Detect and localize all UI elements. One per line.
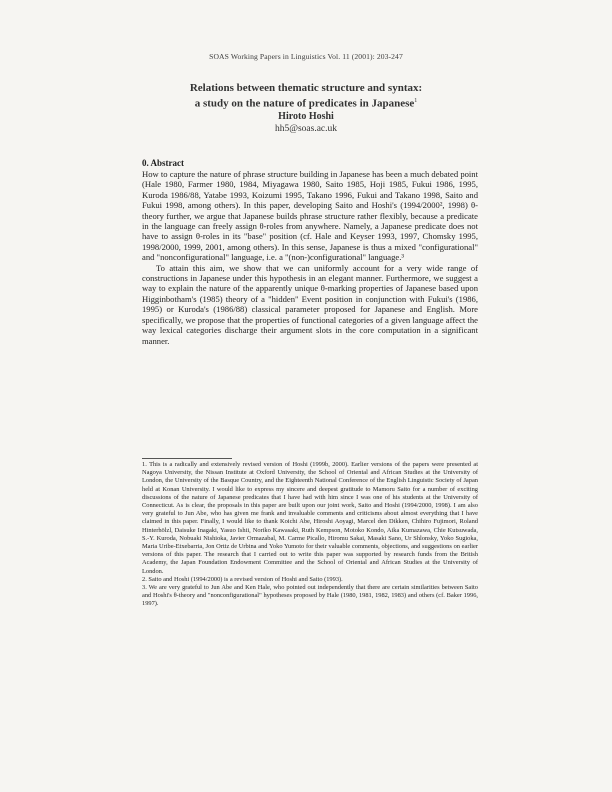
footnote-divider: [142, 458, 232, 459]
footnote-2: 2. Saito and Hoshi (1994/2000) is a revised version of Hoshi and Saito (1993).: [142, 575, 343, 583]
footnote-3: 3. We are very grateful to Jun Abe and Ken Hale, who pointed out independently that there are certain similarities between Saito and Hoshi's θ-theory and "nonconfigurational" hypotheses proposed by Hale (1980, 1981, 1982, 1983) and others (cf. Baker 1996, 1997).: [142, 584, 478, 608]
title-line-1-text: Relations between thematic structure and syntax:: [189, 82, 423, 94]
title-line-2: [0, 95, 612, 111]
abstract-section: [142, 158, 478, 346]
footnotes-section: [142, 461, 478, 609]
abstract-heading: 0. Abstract: [142, 158, 184, 168]
footnote-1: 1. This is a radically and extensively revised version of Hoshi (1999b, 2000). Earlier versions of the papers were presented at Nagoya University, the Nissan Institute at Oxford University, the School of Oriental and African Studies at the University of London, the University of the Basque Country, and the Eighteenth National Conference of the English Linguistic Society of Japan held at Konan University. I would like to express my sincere and deepest gratitude to Mamoru Saito for a number of exciting discussions of the nature of Japanese predicates that I have had with him since I was one of his students at the University of Connecticut. As is clear, the proposals in this paper are built upon our joint work, Saito and Hoshi (1994/2000, 1998). I am also very grateful to Jun Abe, who has given me frank and invaluable comments and criticisms about almost everything that I have claimed in this paper. Finally, I would like to thank Koichi Abe, Hiroshi Aoyagi, Marcel den Dikken, Chihiro Fujimori, Roland Hinterhölzl, Daisuke Inagaki, Yasuo Ishii, Noriko Kawasaki, Ruth Kempson, Motoko Kondo, Aika Kumazawa, Chie Kutsuwada, S.-Y. Kuroda, Nobuaki Nishioka, Javier Ormazabal, M. Carme Picallo, Hiromu Sakai, Masaki Sano, Ur Shlonsky, Yoko Sugioka, Maria Uribe-Etxebarria, Jon Ortiz de Urbina and Yoko Yumoto for their valuable comments, objections, and suggestions on earlier versions of this paper. The research that I carried out to write this paper was supported by research funds from the British Academy, the Japan Foundation Endowment Committee and the School of Oriental and African Studies at the University of London.: [142, 461, 478, 575]
author-name: Hiroto Hoshi: [278, 110, 334, 122]
abstract-paragraph-2: To attain this aim, we show that we can uniformly account for a very wide range of constructions in Japanese under this hypothesis in an elegant manner. Furthermore, we suggest a way to explain the nature of the apparently unique θ-marking properties of Japanese based upon Higginbotham's (1985) theory of a "hidden" Event position in conjunction with Fukui's (1986, 1995) or Kuroda's (1986/88) classical parameter proposed for Japanese and English. More specifically, we propose that the properties of functional categories of a given language affect the way lexical categories discharge their argument slots in the core computation in a significant manner.: [142, 262, 478, 346]
title-line-2-text: a study on the nature of predicates in Japanese: [194, 97, 415, 110]
abstract-paragraph-1: How to capture the nature of phrase structure building in Japanese has been a much debated point (Hale 1980, Farmer 1980, 1984, Miyagawa 1980, Saito 1985, Hoji 1985, Fukui 1986, 1995, Kuroda 1986/88, Yatabe 1993, Koizumi 1995, Takano 1996, Fukui and Takano 1998, Saito and Fukui 1998, among others). In this paper, developing Saito and Hoshi's (1994/2000², 1998) θ-theory further, we argue that Japanese builds phrase structure rather flexibly, because a predicate in the language can freely assign θ-roles from anywhere. Namely, a Japanese predicate does not have to assign θ-roles in its "base" position (cf. Hale and Keyser 1993, 1997, Chomsky 1995, 1998/2000, 1999, 2001, among others). In this sense, Japanese is thus a mixed "configurational" and "nonconfigurational" language, i.e. a "(non-)configurational" language.³: [142, 169, 478, 263]
title-line-1: [0, 82, 612, 95]
author-email[interactable]: hh5@soas.ac.uk: [274, 123, 338, 134]
title-footnote-marker[interactable]: 1: [414, 98, 418, 104]
running-head: SOAS Working Papers in Linguistics Vol. 11 (2001): 203-247: [209, 52, 403, 61]
title-block: [0, 82, 612, 135]
